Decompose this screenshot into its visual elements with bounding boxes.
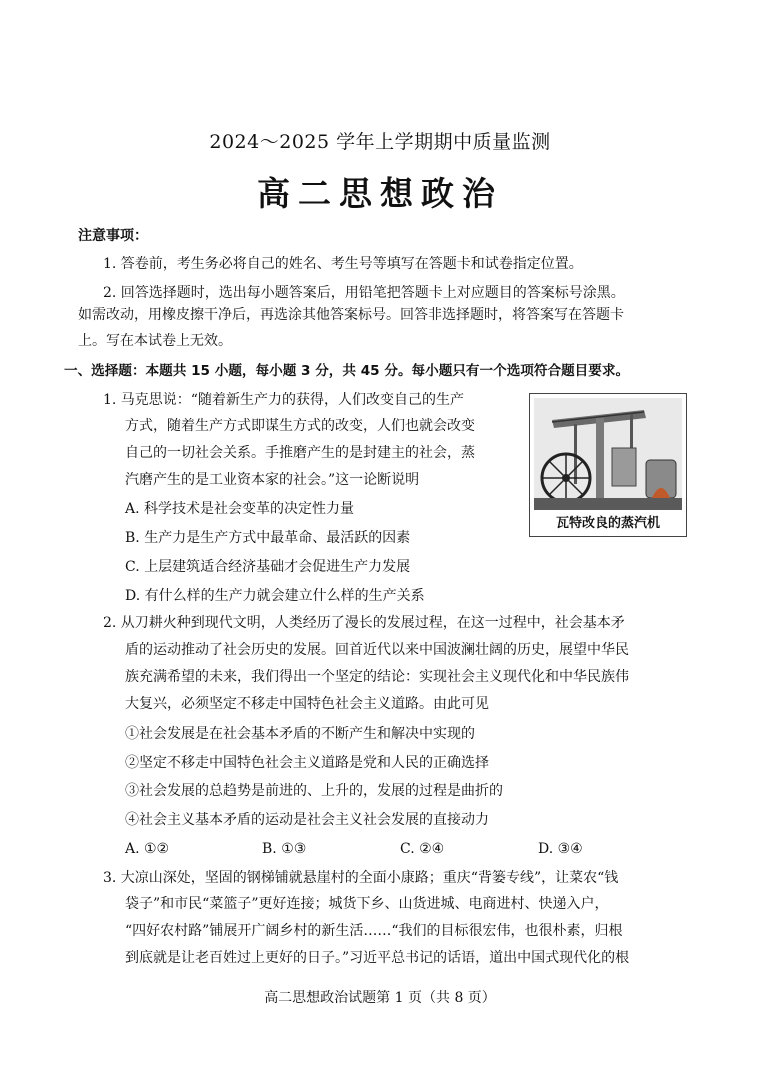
page-footer: 高二思想政治试题第 1 页（共 8 页）: [264, 990, 496, 1006]
q3-line-1: 3. 大凉山深处，坚固的钢梯铺就悬崖村的全面小康路；重庆“背篓专线”，让菜农“钱: [103, 870, 619, 886]
notice-line-1: 1. 答卷前，考生务必将自己的姓名、考生号等填写在答题卡和试卷指定位置。: [103, 256, 583, 272]
steam-engine-figure: [529, 393, 687, 537]
notice-line-4: 上。写在本试卷上无效。: [78, 333, 232, 349]
q2-statement-1: ①社会发展是在社会基本矛盾的不断产生和解决中实现的: [125, 726, 475, 742]
q1-line-4: 汽磨产生的是工业资本家的社会。”这一论断说明: [125, 472, 420, 488]
figure-caption: 瓦特改良的蒸汽机: [555, 516, 660, 531]
q1-line-2: 方式，随着生产方式即谋生方式的改变，人们也就会改变: [125, 418, 475, 434]
q2-statement-4: ④社会主义基本矛盾的运动是社会主义社会发展的直接动力: [125, 812, 489, 828]
notice-heading: 注意事项：: [78, 228, 148, 244]
q2-option-b: B. ①③: [262, 841, 307, 857]
exam-title: 高二思想政治: [257, 174, 503, 213]
q2-line-2: 盾的运动推动了社会历史的发展。回首近代以来中国波澜壮阔的历史，展望中华民: [125, 642, 629, 658]
exam-subtitle: 2024～2025 学年上学期期中质量监测: [209, 131, 551, 153]
q3-line-3: “四好农村路”铺展开广阔乡村的新生活……“我们的目标很宏伟，也很朴素，归根: [125, 923, 623, 939]
q1-option-d: D. 有什么样的生产力就会建立什么样的生产关系: [125, 588, 425, 604]
notice-line-3: 如需改动，用橡皮擦干净后，再选涂其他答案标号。回答非选择题时，将答案写在答题卡: [78, 307, 624, 323]
q1-option-c: C. 上层建筑适合经济基础才会促进生产力发展: [125, 559, 411, 575]
q2-statement-2: ②坚定不移走中国特色社会主义道路是党和人民的正确选择: [125, 755, 489, 771]
q2-option-a: A. ①②: [125, 841, 170, 857]
q1-option-a: A. 科学技术是社会变革的决定性力量: [125, 501, 355, 517]
q1-line-3: 自己的一切社会关系。手推磨产生的是封建主的社会，蒸: [125, 445, 475, 461]
notice-line-2: 2. 回答选择题时，选出每小题答案后，用铅笔把答题卡上对应题目的答案标号涂黑。: [103, 285, 625, 301]
q1-line-1: 1. 马克思说：“随着新生产力的获得，人们改变自己的生产: [103, 392, 464, 408]
q3-line-2: 袋子”和市民“菜篮子”更好连接；城货下乡、山货进城、电商进村、快递入户，: [125, 896, 609, 912]
q2-line-3: 族充满希望的未来，我们得出一个坚定的结论：实现社会主义现代化和中华民族伟: [125, 669, 629, 685]
q2-line-4: 大复兴，必须坚定不移走中国特色社会主义道路。由此可见: [125, 696, 489, 712]
section-heading: 一、选择题：本题共 15 小题，每小题 3 分，共 45 分。每小题只有一个选项符合题目要求。: [64, 363, 630, 379]
q3-line-4: 到底就是让老百姓过上更好的日子。”习近平总书记的话语，道出中国式现代化的根: [125, 950, 630, 966]
steam-engine-illustration: [534, 398, 682, 510]
q2-statement-3: ③社会发展的总趋势是前进的、上升的，发展的过程是曲折的: [125, 783, 503, 799]
q2-option-d: D. ③④: [538, 841, 583, 857]
q2-option-c: C. ②④: [400, 841, 445, 857]
q2-line-1: 2. 从刀耕火种到现代文明，人类经历了漫长的发展过程，在这一过程中，社会基本矛: [103, 615, 625, 631]
q1-option-b: B. 生产力是生产方式中最革命、最活跃的因素: [125, 530, 411, 546]
